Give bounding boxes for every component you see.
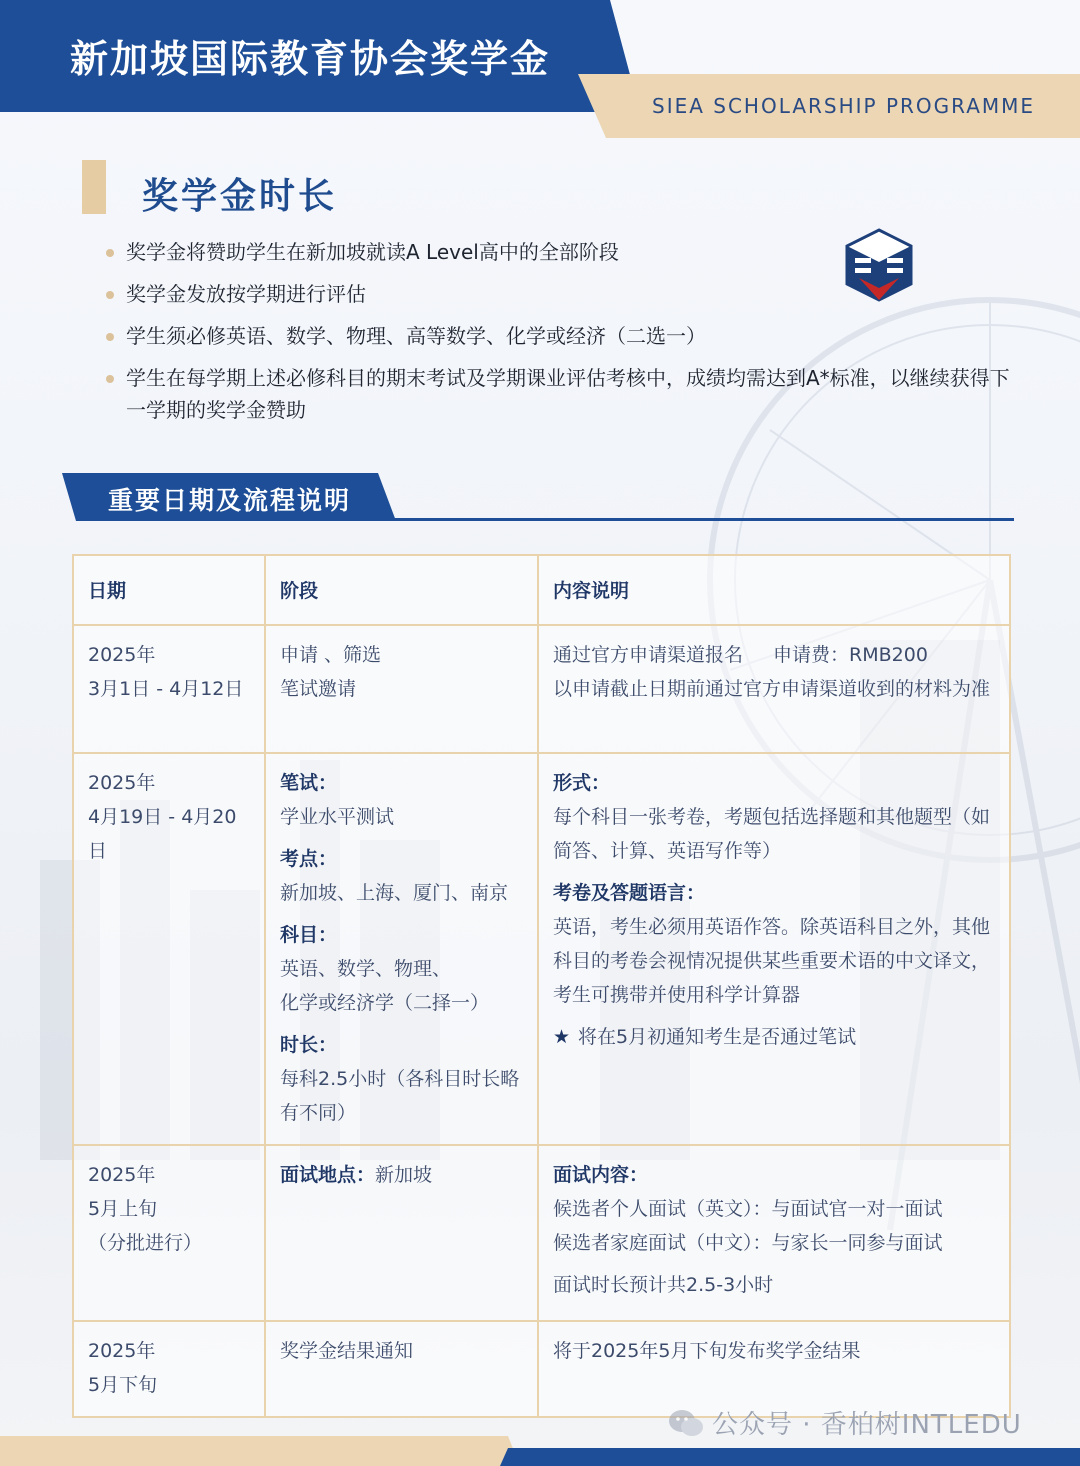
content-text: 将于2025年5月下旬发布奖学金结果 <box>553 1340 861 1362</box>
date-year: 2025年 <box>88 1340 156 1362</box>
content-text: 候选者家庭面试（中文）：与家长一同参与面试 <box>553 1232 943 1254</box>
table-row <box>73 753 1010 1145</box>
place-value: 新加坡 <box>375 1164 433 1186</box>
interview-place <box>280 1158 523 1192</box>
column-header-stage: 阶段 <box>265 555 538 625</box>
bullet-item: 奖学金发放按学期进行评估 <box>104 278 1024 310</box>
content-cell <box>538 753 1010 1145</box>
format-value: 每个科目一张考卷，考题包括选择题和其他题型（如简答、计算、英语写作等） <box>553 806 991 862</box>
schedule-table <box>72 554 1011 1418</box>
section-divider <box>380 518 1014 521</box>
language-label: 考卷及答题语言： <box>553 882 706 904</box>
content-text: 候选者个人面试（英文）：与面试官一对一面试 <box>553 1198 943 1220</box>
stage-cell <box>265 1321 538 1417</box>
date-year: 2025年 <box>88 644 156 666</box>
content-cell <box>538 625 1010 753</box>
column-header-date: 日期 <box>73 555 265 625</box>
date-cell <box>73 1321 265 1417</box>
watermark-text: 公众号 · 香柏树INTLEDU <box>712 1410 1022 1440</box>
subjects-value: 英语、数学、物理、 <box>280 958 452 980</box>
notice-line <box>553 1020 995 1054</box>
date-cell <box>73 753 265 1145</box>
duration-section-title: 奖学金时长 <box>142 176 338 217</box>
footer-gold-band <box>0 1436 520 1466</box>
table-row <box>73 1321 1010 1417</box>
notice-text: 将在5月初通知考生是否通过笔试 <box>578 1026 857 1048</box>
stage-cell <box>265 1145 538 1321</box>
table-row <box>73 1145 1010 1321</box>
bullet-item: 奖学金将赞助学生在新加坡就读A Level高中的全部阶段 <box>104 236 1024 268</box>
date-range: 4月19日 - 4月20日 <box>88 806 237 862</box>
content-text: 以申请截止日期前通过官方申请渠道收到的材料为准 <box>553 678 991 700</box>
duration-value: 每科2.5小时（各科目时长略有不同） <box>280 1068 520 1124</box>
bullet-item: 学生在每学期上述必修科目的期末考试及学期课业评估考核中，成绩均需达到A*标准，以继续获得下一学期的奖学金赞助 <box>104 362 1024 426</box>
bullet-item: 学生须必修英语、数学、物理、高等数学、化学或经济（二选一） <box>104 320 1024 352</box>
page-subtitle: SIEA SCHOLARSHIP PROGRAMME <box>652 94 1036 118</box>
star-icon: ★ <box>553 1026 571 1048</box>
date-period: 5月上旬 <box>88 1198 158 1220</box>
duration-bullet-list <box>104 236 1024 436</box>
schedule-section-title: 重要日期及流程说明 <box>108 486 352 515</box>
interview-content-label: 面试内容： <box>553 1164 649 1186</box>
footer-blue-band <box>500 1448 1080 1466</box>
format-label: 形式： <box>553 772 611 794</box>
date-year: 2025年 <box>88 772 156 794</box>
date-period: 5月下旬 <box>88 1374 158 1396</box>
duration-label: 时长： <box>280 1034 338 1056</box>
venue-value: 新加坡、上海、厦门、南京 <box>280 882 509 904</box>
date-cell <box>73 625 265 753</box>
page-title: 新加坡国际教育协会奖学金 <box>70 37 551 81</box>
content-cell <box>538 1145 1010 1321</box>
stage-text: 奖学金结果通知 <box>280 1340 414 1362</box>
date-cell <box>73 1145 265 1321</box>
content-text: 面试时长预计共2.5-3小时 <box>553 1274 774 1296</box>
date-year: 2025年 <box>88 1164 156 1186</box>
stage-text: 笔试邀请 <box>280 678 357 700</box>
exam-label: 笔试： <box>280 772 338 794</box>
content-line <box>553 638 995 672</box>
stage-cell <box>265 625 538 753</box>
exam-value: 学业水平测试 <box>280 806 395 828</box>
date-note: （分批进行） <box>88 1232 203 1254</box>
venue-label: 考点： <box>280 848 338 870</box>
subjects-label: 科目： <box>280 924 338 946</box>
subjects-value: 化学或经济学（二择一） <box>280 992 490 1014</box>
column-header-content: 内容说明 <box>538 555 1010 625</box>
stage-text: 申请 、筛选 <box>280 644 382 666</box>
table-header-row <box>73 555 1010 625</box>
date-range: 3月1日 - 4月12日 <box>88 678 244 700</box>
table-row <box>73 625 1010 753</box>
application-fee: 申请费：RMB200 <box>773 644 928 666</box>
place-label: 面试地点： <box>280 1164 376 1186</box>
language-value: 英语，考生必须用英语作答。除英语科目之外，其他科目的考卷会视情况提供某些重要术语的中文译文，考生可携带并使用科学计算器 <box>553 916 991 1006</box>
stage-cell <box>265 753 538 1145</box>
content-text: 通过官方申请渠道报名 <box>553 644 744 666</box>
content-cell <box>538 1321 1010 1417</box>
section-accent-bar <box>82 160 106 214</box>
